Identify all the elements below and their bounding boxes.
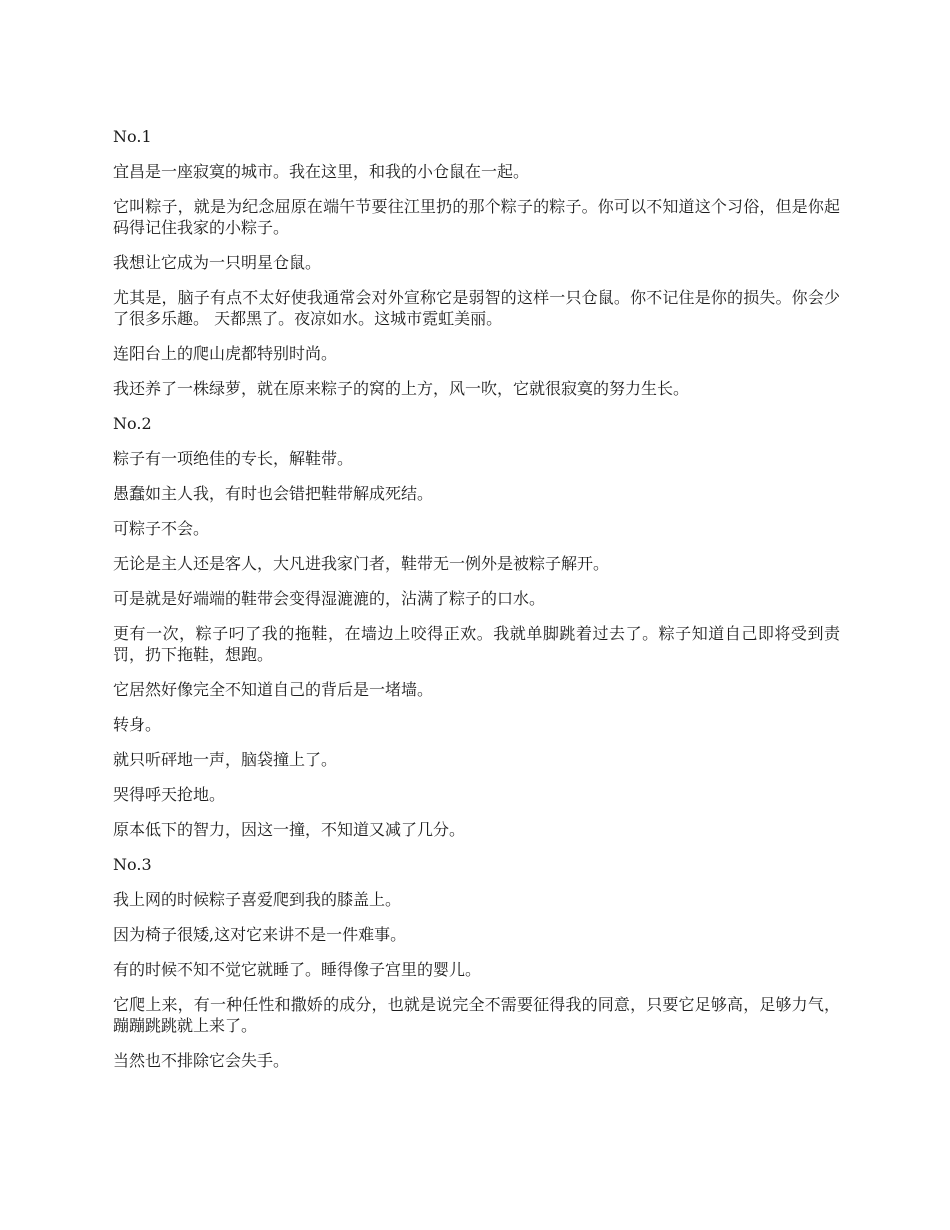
paragraph: 更有一次，粽子叼了我的拖鞋，在墙边上咬得正欢。我就单脚跳着过去了。粽子知道自己即将受到责罚，扔下拖鞋，想跑。	[113, 624, 840, 664]
paragraph: 它叫粽子，就是为纪念屈原在端午节要往江里扔的那个粽子的粽子。你可以不知道这个习俗，但是你起码得记住我家的小粽子。	[113, 197, 840, 237]
paragraph: 当然也不排除它会失手。	[113, 1051, 290, 1070]
paragraph: 我上网的时候粽子喜爱爬到我的膝盖上。	[113, 890, 402, 909]
paragraph: 因为椅子很矮,这对它来讲不是一件难事。	[113, 925, 407, 944]
paragraph: 原本低下的智力，因这一撞，不知道又减了几分。	[113, 820, 466, 839]
paragraph: 可粽子不会。	[113, 519, 210, 538]
paragraph: 它居然好像完全不知道自己的背后是一堵墙。	[113, 680, 434, 699]
paragraph: 可是就是好端端的鞋带会变得湿漉漉的，沾满了粽子的口水。	[113, 589, 546, 608]
paragraph: 连阳台上的爬山虎都特别时尚。	[113, 344, 338, 363]
section-heading: No.3	[113, 855, 152, 874]
section-3	[113, 854, 840, 1071]
document-body	[113, 126, 840, 1085]
paragraph: 宜昌是一座寂寞的城市。我在这里，和我的小仓鼠在一起。	[113, 162, 530, 181]
paragraph: 它爬上来，有一种任性和撒娇的成分，也就是说完全不需要征得我的同意，只要它足够高，足够力气，蹦蹦跳跳就上来了。	[113, 995, 840, 1035]
paragraph: 转身。	[113, 715, 162, 734]
section-heading: No.2	[113, 414, 152, 433]
section-2	[113, 413, 840, 840]
paragraph: 就只听砰地一声，脑袋撞上了。	[113, 750, 338, 769]
section-heading: No.1	[113, 127, 152, 146]
paragraph: 尤其是，脑子有点不太好使我通常会对外宣称它是弱智的这样一只仓鼠。你不记住是你的损失。你会少了很多乐趣。 天都黑了。夜凉如水。这城市霓虹美丽。	[113, 288, 840, 328]
paragraph: 有的时候不知不觉它就睡了。睡得像子宫里的婴儿。	[113, 960, 482, 979]
paragraph: 我想让它成为一只明星仓鼠。	[113, 253, 322, 272]
section-1	[113, 126, 840, 399]
paragraph: 我还养了一株绿萝，就在原来粽子的窝的上方，风一吹，它就很寂寞的努力生长。	[113, 379, 690, 398]
paragraph: 粽子有一项绝佳的专长，解鞋带。	[113, 449, 354, 468]
paragraph: 哭得呼天抢地。	[113, 785, 226, 804]
paragraph: 愚蠢如主人我，有时也会错把鞋带解成死结。	[113, 484, 434, 503]
paragraph: 无论是主人还是客人，大凡进我家门者，鞋带无一例外是被粽子解开。	[113, 554, 610, 573]
